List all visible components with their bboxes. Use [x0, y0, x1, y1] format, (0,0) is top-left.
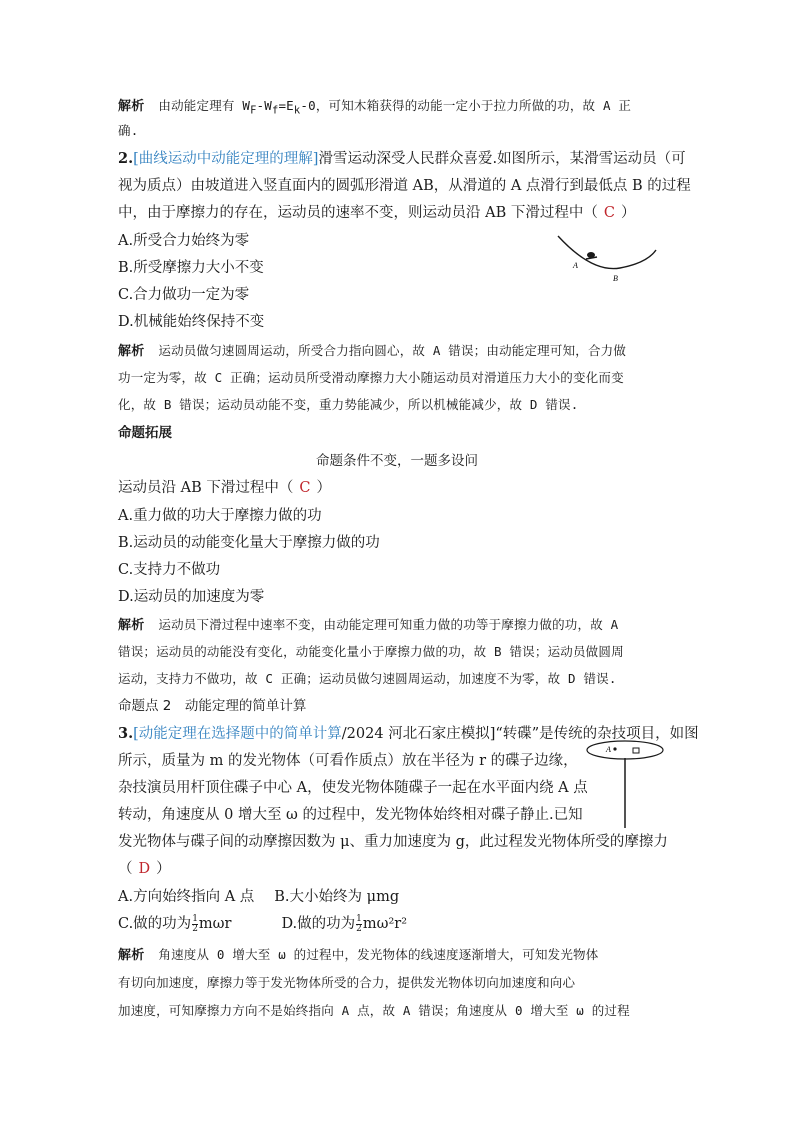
question-2-line3 — [118, 203, 635, 223]
answer-mark: C — [299, 480, 311, 496]
fraction-half — [192, 915, 198, 934]
ski-slope-figure — [552, 228, 662, 288]
option-c: C.支持力不做功 — [118, 562, 221, 578]
explanation-q3-line3: 加速度，可知摩擦力方向不是始终指向 A 点，故 A 错误；角速度从 0 增大至 ω 的过程 — [118, 1003, 630, 1018]
stem-text: 运动员沿 AB 下滑过程中（ — [118, 480, 294, 496]
frac-den: 2 — [192, 923, 198, 934]
explanation-q1-line1 — [118, 96, 631, 121]
explanation-label: 解析 — [118, 948, 145, 963]
explanation-ext-line2: 错误；运动员的动能没有变化，动能变化量小于摩擦力做的功，故 B 错误；运动员做圆周 — [118, 644, 624, 659]
explanation-q2-line3: 化，故 B 错误；运动员动能不变，重力势能减少，所以机械能减少，故 D 错误. — [118, 397, 579, 412]
option-a: A.所受合力始终为零 — [118, 233, 250, 249]
expl-text: -0，可知木箱获得的动能一定小于拉力所做的功，故 A 正 — [300, 98, 632, 113]
source-text: /2024 河北石家庄模拟] — [341, 726, 496, 742]
expl-text: 由动能定理有 W — [158, 98, 251, 113]
point-2-heading: 命题点 2 动能定理的简单计算 — [118, 698, 307, 714]
subscript-k: k — [293, 104, 301, 117]
explanation-q3-line2: 有切向加速度，摩擦力等于发光物体所受的合力，提供发光物体切向加速度和向心 — [118, 975, 576, 990]
option-d: D.运动员的加速度为零 — [118, 589, 265, 605]
option-c-text: C.做的功为 — [118, 916, 192, 932]
expl-text: -W — [256, 98, 272, 113]
option-d: D.机械能始终保持不变 — [118, 314, 265, 330]
plate-ellipse — [587, 741, 663, 759]
option-b: B.运动员的动能变化量大于摩擦力做的功 — [118, 535, 380, 551]
question-2-line1 — [118, 149, 686, 169]
option-c: C.合力做功一定为零 — [118, 287, 250, 303]
stem-text: ） — [316, 480, 331, 496]
explanation-label: 解析 — [118, 99, 145, 114]
spinning-plate-figure — [584, 738, 666, 830]
extension-subheading: 命题条件不变，一题多设问 — [316, 453, 478, 469]
expl-text: 角速度从 0 增大至 ω 的过程中，发光物体的线速度逐渐增大，可知发光物体 — [158, 947, 599, 962]
frac-den: 2 — [356, 923, 362, 934]
option-c-expr: mωr — [198, 916, 232, 932]
explanation-label: 解析 — [118, 618, 145, 633]
option-d-expr: mω²r² — [362, 916, 408, 932]
stem-text: ） — [620, 205, 636, 221]
explanation-q2-line1 — [118, 341, 626, 362]
subscript-F: F — [250, 104, 257, 117]
frac-num: 1 — [356, 913, 362, 924]
question-3-line2: 所示，质量为 m 的发光物体（可看作质点）放在半径为 r 的碟子边缘， — [118, 753, 578, 769]
question-3-answer-line — [118, 859, 171, 879]
option-b: B.所受摩擦力大小不变 — [118, 260, 264, 276]
explanation-ext-line3: 运动，支持力不做功，故 C 正确；运动员做匀速圆周运动，加速度不为零，故 D 错误. — [118, 671, 617, 686]
expl-text: 运动员做匀速圆周运动，所受合力指向圆心，故 A 错误；由动能定理可知，合力做 — [158, 343, 627, 358]
question-tag-link[interactable]: [曲线运动中动能定理的理解] — [133, 151, 319, 167]
fraction-half — [356, 915, 362, 934]
question-3-line3: 杂技演员用杆顶住碟子中心 A，使发光物体随碟子一起在水平面内绕 A 点 — [118, 780, 588, 796]
question-number: 3. — [118, 725, 134, 742]
center-dot — [613, 747, 616, 750]
option-c — [118, 913, 232, 934]
question-3-line5: 发光物体与碟子间的动摩擦因数为 μ、重力加速度为 g，此过程发光物体所受的摩擦力 — [118, 834, 668, 850]
extension-heading: 命题拓展 — [118, 425, 172, 441]
paren: （ — [118, 861, 133, 877]
point-b-label: B — [613, 274, 618, 283]
stem-text: “转碟”是传统的杂技项目，如图 — [495, 726, 699, 742]
option-a: A.重力做的功大于摩擦力做的功 — [118, 508, 322, 524]
stem-text: 滑雪运动深受人民群众喜爱.如图所示，某滑雪运动员（可 — [318, 151, 686, 167]
explanation-label: 解析 — [118, 344, 145, 359]
expl-text: =E — [278, 98, 294, 113]
explanation-q3-line1 — [118, 945, 598, 966]
option-b: B.大小始终为 μmg — [274, 889, 400, 905]
extension-stem — [118, 478, 331, 498]
expl-text: 运动员下滑过程中速率不变，由动能定理可知重力做的功等于摩擦力做的功，故 A — [158, 617, 619, 632]
center-a-label: A — [606, 745, 611, 754]
q3-options-row1 — [118, 887, 399, 907]
skier-icon — [586, 252, 597, 259]
subscript-f: f — [271, 104, 279, 117]
q3-options-row2 — [118, 914, 407, 934]
paren: ） — [156, 861, 171, 877]
point-a-label: A — [573, 261, 578, 270]
question-number: 2. — [118, 150, 134, 167]
question-tag-link[interactable]: [动能定理在选择题中的简单计算 — [133, 726, 342, 742]
option-d — [281, 913, 408, 934]
answer-mark: D — [138, 861, 151, 877]
explanation-q1-line2: 确. — [118, 123, 139, 138]
question-3-line4: 转动，角速度从 0 增大至 ω 的过程中，发光物体始终相对碟子静止.已知 — [118, 807, 583, 823]
option-d-text: D.做的功为 — [281, 916, 356, 932]
stem-text: 中，由于摩擦力的存在，运动员的速率不变，则运动员沿 AB 下滑过程中（ — [118, 205, 598, 221]
frac-num: 1 — [192, 913, 198, 924]
option-a: A.方向始终指向 A 点 — [118, 889, 255, 905]
question-2-line2: 视为质点）由坡道进入竖直面内的圆弧形滑道 AB，从滑道的 A 点滑行到最低点 B 的过程 — [118, 178, 691, 194]
explanation-q2-line2: 功一定为零，故 C 正确；运动员所受滑动摩擦力大小随运动员对滑道压力大小的变化而变 — [118, 370, 624, 385]
object-box — [633, 748, 639, 753]
answer-mark: C — [603, 205, 615, 221]
explanation-ext-line1 — [118, 615, 618, 636]
